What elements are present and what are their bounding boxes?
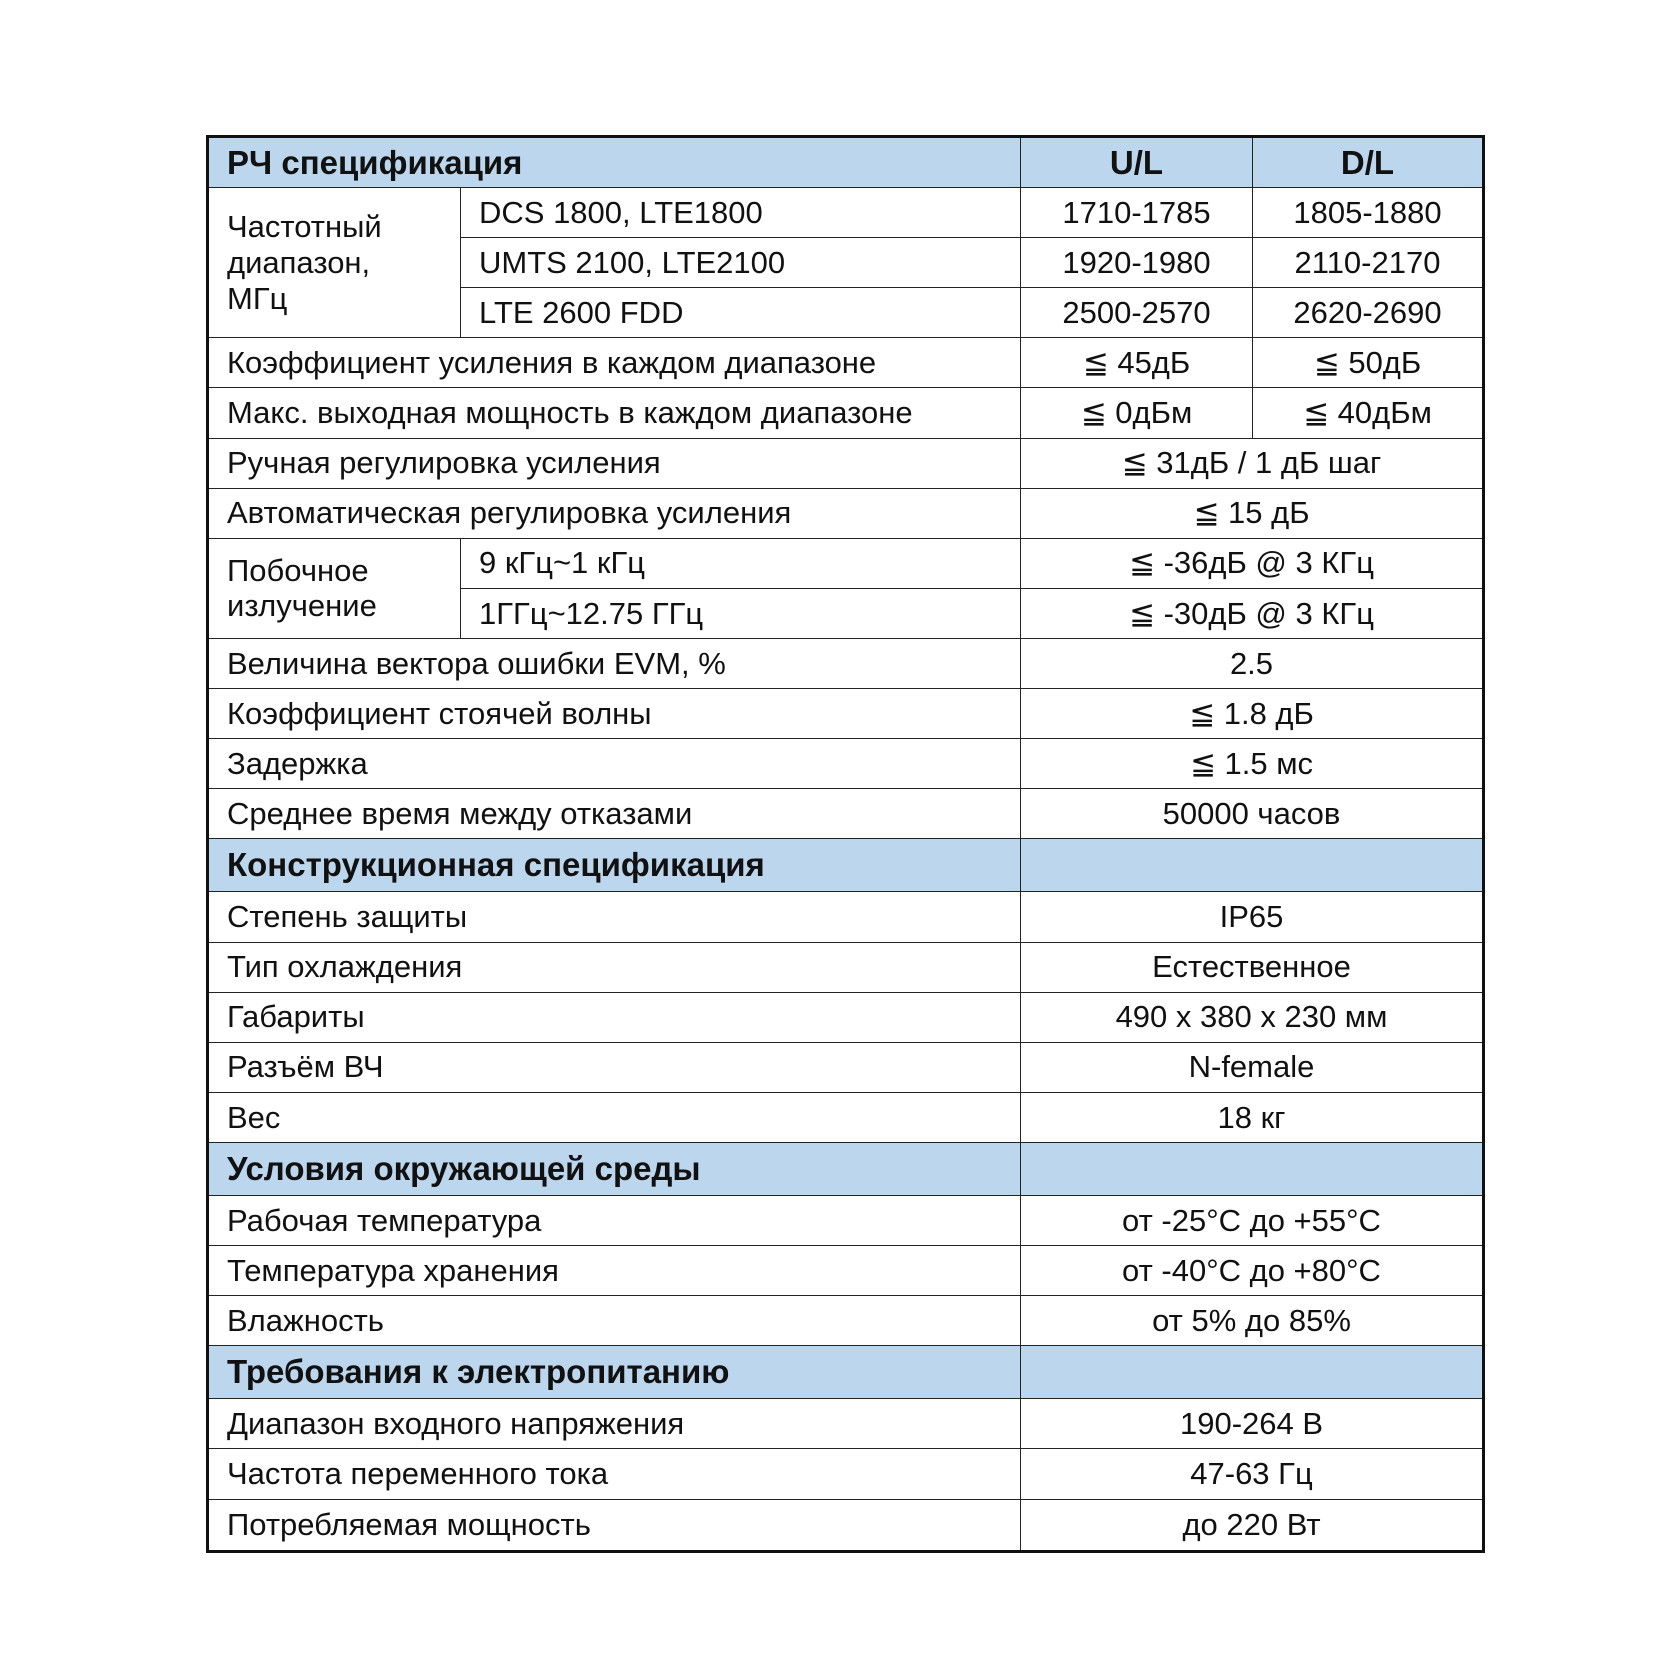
spec-label: Вес xyxy=(208,1092,1021,1142)
power-section-title: Требования к электропитанию xyxy=(208,1346,1021,1399)
spec-row xyxy=(208,992,1484,1042)
spec-row xyxy=(208,438,1484,488)
max-power-label: Макс. выходная мощность в каждом диапазоне xyxy=(208,388,1021,438)
spec-value: от 5% до 85% xyxy=(1021,1296,1484,1346)
spurious-label-line: излучение xyxy=(227,588,377,624)
section-empty-cell xyxy=(1021,1142,1484,1195)
band-name: UMTS 2100, LTE2100 xyxy=(461,238,1021,288)
max-power-row xyxy=(208,388,1484,438)
spec-label: Степень защиты xyxy=(208,892,1021,942)
spec-row xyxy=(208,739,1484,789)
spec-value: Естественное xyxy=(1021,942,1484,992)
max-power-ul: ≦ 0дБм xyxy=(1021,388,1253,438)
frequency-label-line: диапазон, xyxy=(227,244,371,280)
max-power-dl: ≦ 40дБм xyxy=(1253,388,1484,438)
spec-table xyxy=(206,135,1485,1553)
spec-label: Габариты xyxy=(208,992,1021,1042)
band-ul: 1710-1785 xyxy=(1021,188,1253,238)
spurious-label xyxy=(208,538,461,638)
band-dl: 2620-2690 xyxy=(1253,288,1484,338)
spec-value: N-female xyxy=(1021,1042,1484,1092)
spec-value: до 220 Вт xyxy=(1021,1499,1484,1551)
rf-section-title: РЧ спецификация xyxy=(208,137,1021,188)
spec-row xyxy=(208,638,1484,688)
band-name: DCS 1800, LTE1800 xyxy=(461,188,1021,238)
spec-value: 490 x 380 x 230 мм xyxy=(1021,992,1484,1042)
spec-row xyxy=(208,1246,1484,1296)
spec-label: Величина вектора ошибки EVM, % xyxy=(208,638,1021,688)
spec-row xyxy=(208,789,1484,839)
spec-row xyxy=(208,1296,1484,1346)
gain-label: Коэффициент усиления в каждом диапазоне xyxy=(208,338,1021,388)
spurious-label-line: Побочное xyxy=(227,552,369,588)
spec-row xyxy=(208,1042,1484,1092)
spec-label: Разъём ВЧ xyxy=(208,1042,1021,1092)
spurious-row xyxy=(208,538,1484,588)
spec-row xyxy=(208,1499,1484,1551)
dl-header: D/L xyxy=(1253,137,1484,188)
spec-label: Тип охлаждения xyxy=(208,942,1021,992)
spec-label: Диапазон входного напряжения xyxy=(208,1399,1021,1449)
spec-row xyxy=(208,1449,1484,1499)
spurious-value: ≦ -36дБ @ 3 КГц xyxy=(1021,538,1484,588)
band-name: LTE 2600 FDD xyxy=(461,288,1021,338)
gain-ul: ≦ 45дБ xyxy=(1021,338,1253,388)
spec-row xyxy=(208,488,1484,538)
rf-header-row xyxy=(208,137,1484,188)
spec-value: ≦ 15 дБ xyxy=(1021,488,1484,538)
environment-section-title: Условия окружающей среды xyxy=(208,1142,1021,1195)
environment-header-row xyxy=(208,1142,1484,1195)
spec-row xyxy=(208,942,1484,992)
band-dl: 2110-2170 xyxy=(1253,238,1484,288)
construction-section-title: Конструкционная спецификация xyxy=(208,839,1021,892)
band-dl: 1805-1880 xyxy=(1253,188,1484,238)
spec-label: Коэффициент стоячей волны xyxy=(208,689,1021,739)
band-ul: 1920-1980 xyxy=(1021,238,1253,288)
spec-value: 190-264 В xyxy=(1021,1399,1484,1449)
spec-value: ≦ 31дБ / 1 дБ шаг xyxy=(1021,438,1484,488)
frequency-row xyxy=(208,188,1484,238)
spurious-value: ≦ -30дБ @ 3 КГц xyxy=(1021,588,1484,638)
section-empty-cell xyxy=(1021,839,1484,892)
frequency-label-line: МГц xyxy=(227,280,288,316)
spec-value: от -25°C до +55°C xyxy=(1021,1196,1484,1246)
spec-row xyxy=(208,1399,1484,1449)
gain-dl: ≦ 50дБ xyxy=(1253,338,1484,388)
spec-row xyxy=(208,1092,1484,1142)
frequency-label xyxy=(208,188,461,338)
spurious-range: 9 кГц~1 кГц xyxy=(461,538,1021,588)
spec-label: Рабочая температура xyxy=(208,1196,1021,1246)
spec-row xyxy=(208,689,1484,739)
spec-value: ≦ 1.5 мс xyxy=(1021,739,1484,789)
frequency-label-line: Частотный xyxy=(227,209,382,245)
spec-value: ≦ 1.8 дБ xyxy=(1021,689,1484,739)
power-header-row xyxy=(208,1346,1484,1399)
spec-label: Влажность xyxy=(208,1296,1021,1346)
spec-label: Автоматическая регулировка усиления xyxy=(208,488,1021,538)
spec-label: Температура хранения xyxy=(208,1246,1021,1296)
spec-label: Задержка xyxy=(208,739,1021,789)
spec-row xyxy=(208,1196,1484,1246)
ul-header: U/L xyxy=(1021,137,1253,188)
spec-row xyxy=(208,892,1484,942)
spec-label: Потребляемая мощность xyxy=(208,1499,1021,1551)
spec-value: от -40°C до +80°C xyxy=(1021,1246,1484,1296)
section-empty-cell xyxy=(1021,1346,1484,1399)
spec-label: Среднее время между отказами xyxy=(208,789,1021,839)
spec-value: 50000 часов xyxy=(1021,789,1484,839)
construction-header-row xyxy=(208,839,1484,892)
band-ul: 2500-2570 xyxy=(1021,288,1253,338)
gain-row xyxy=(208,338,1484,388)
spec-label: Ручная регулировка усиления xyxy=(208,438,1021,488)
spurious-range: 1ГГц~12.75 ГГц xyxy=(461,588,1021,638)
spec-value: 47-63 Гц xyxy=(1021,1449,1484,1499)
spec-label: Частота переменного тока xyxy=(208,1449,1021,1499)
spec-value: IP65 xyxy=(1021,892,1484,942)
spec-value: 18 кг xyxy=(1021,1092,1484,1142)
spec-value: 2.5 xyxy=(1021,638,1484,688)
